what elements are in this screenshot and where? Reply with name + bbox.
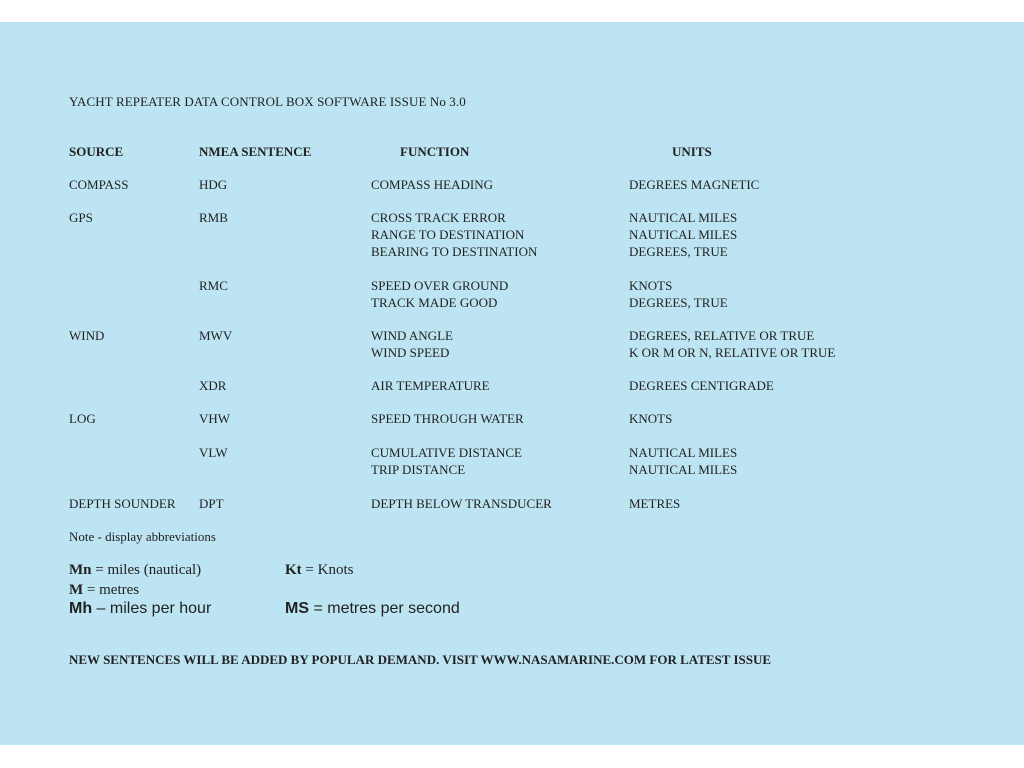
abbreviation-mn: [69, 562, 201, 579]
row-nmea-sentence: MWV: [199, 328, 233, 343]
row-source: GPS: [69, 210, 93, 225]
row-function: TRACK MADE GOOD: [371, 295, 498, 310]
header-function: FUNCTION: [400, 144, 470, 159]
abbreviation-code: Mn: [69, 562, 92, 578]
row-source: DEPTH SOUNDER: [69, 496, 176, 511]
header-nmea-sentence: NMEA SENTENCE: [199, 144, 312, 159]
document-title: YACHT REPEATER DATA CONTROL BOX SOFTWARE ISSUE No 3.0: [69, 94, 466, 109]
abbreviation-mh: [69, 600, 211, 618]
row-function: SPEED OVER GROUND: [371, 278, 509, 293]
row-nmea-sentence: HDG: [199, 177, 228, 192]
row-units: METRES: [629, 496, 681, 511]
slide-background: [0, 22, 1024, 745]
row-function: RANGE TO DESTINATION: [371, 227, 525, 242]
row-units: DEGREES, TRUE: [629, 295, 728, 310]
abbreviation-meaning: = Knots: [301, 562, 354, 578]
row-units: NAUTICAL MILES: [629, 210, 738, 225]
abbreviation-kt: [285, 562, 353, 579]
header-source: SOURCE: [69, 144, 124, 159]
abbreviation-code: Kt: [285, 562, 302, 578]
row-units: NAUTICAL MILES: [629, 445, 738, 460]
row-function: TRIP DISTANCE: [371, 462, 466, 477]
row-function: WIND SPEED: [371, 345, 450, 360]
row-function: CROSS TRACK ERROR: [371, 210, 506, 225]
header-units: UNITS: [672, 144, 712, 159]
note-label: Note - display abbreviations: [69, 529, 216, 544]
row-units: DEGREES, RELATIVE OR TRUE: [629, 328, 815, 343]
row-nmea-sentence: VLW: [199, 445, 228, 460]
row-nmea-sentence: VHW: [199, 411, 231, 426]
row-nmea-sentence: XDR: [199, 378, 227, 393]
row-units: NAUTICAL MILES: [629, 462, 738, 477]
row-units: NAUTICAL MILES: [629, 227, 738, 242]
abbreviation-m: [69, 582, 139, 599]
row-source: COMPASS: [69, 177, 129, 192]
row-source: WIND: [69, 328, 105, 343]
row-units: KNOTS: [629, 411, 673, 426]
row-function: AIR TEMPERATURE: [371, 378, 490, 393]
footer-notice: NEW SENTENCES WILL BE ADDED BY POPULAR DEMAND. VISIT WWW.NASAMARINE.COM FOR LATEST ISSUE: [69, 652, 772, 667]
abbreviation-meaning: = metres per second: [309, 600, 460, 617]
abbreviation-meaning: = miles (nautical): [91, 562, 202, 578]
row-source: LOG: [69, 411, 96, 426]
row-function: WIND ANGLE: [371, 328, 453, 343]
row-units: DEGREES CENTIGRADE: [629, 378, 774, 393]
row-function: BEARING TO DESTINATION: [371, 244, 538, 259]
abbreviation-meaning: = metres: [83, 582, 140, 598]
row-units: K OR M OR N, RELATIVE OR TRUE: [629, 345, 836, 360]
row-function: COMPASS HEADING: [371, 177, 493, 192]
row-units: KNOTS: [629, 278, 673, 293]
row-nmea-sentence: RMC: [199, 278, 228, 293]
row-function: CUMULATIVE DISTANCE: [371, 445, 522, 460]
row-function: SPEED THROUGH WATER: [371, 411, 524, 426]
row-nmea-sentence: RMB: [199, 210, 228, 225]
abbreviation-code: M: [69, 582, 84, 598]
row-units: DEGREES, TRUE: [629, 244, 728, 259]
abbreviation-code: Mh: [69, 600, 93, 617]
abbreviation-meaning: – miles per hour: [92, 600, 212, 617]
abbreviation-ms: [285, 600, 460, 618]
row-nmea-sentence: DPT: [199, 496, 224, 511]
row-function: DEPTH BELOW TRANSDUCER: [371, 496, 552, 511]
row-units: DEGREES MAGNETIC: [629, 177, 760, 192]
abbreviation-code: MS: [285, 600, 309, 617]
